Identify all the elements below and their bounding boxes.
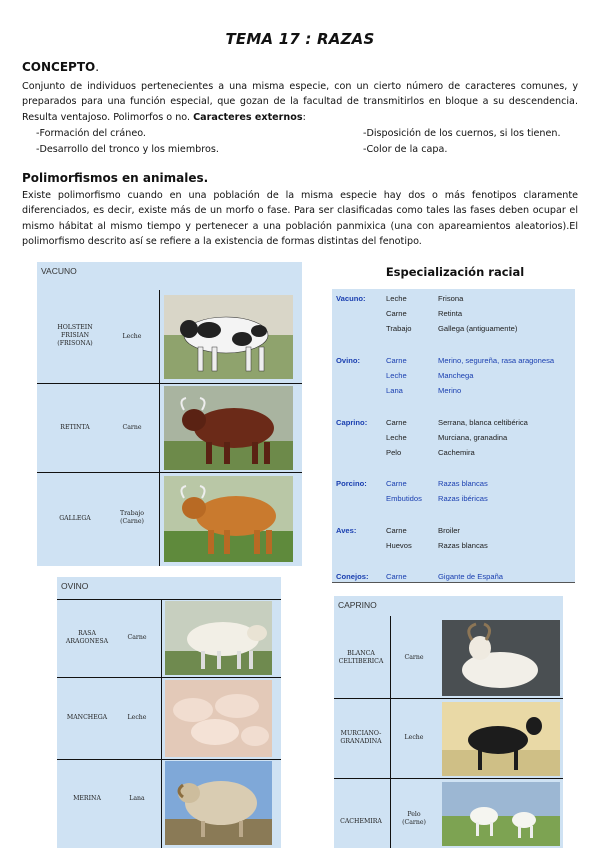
vacuno-divider (159, 290, 160, 566)
caprino-row-line (334, 778, 563, 779)
spec-breed: Manchega (438, 371, 474, 380)
murciano-granadina-photo (442, 702, 560, 776)
breed-merina: MERINA (73, 795, 101, 802)
concepto-text: Conjunto de individuos pertenecientes a una misma especie, con un cierto número de caracteres comunes, y preparados para una función especial, que gozan de la facultad de transmitirlos en bloque a su descendencia. Resulta ventajoso. Polimorfos o no. (22, 81, 578, 123)
caracteres-externos-label: Caracteres externos (193, 111, 303, 123)
bullet-capa: -Color de la capa. (363, 144, 448, 155)
especializacion-title: Especialización racial (385, 265, 525, 279)
concepto-colon: : (302, 111, 306, 123)
bullet-craneo: -Formación del cráneo. (36, 128, 146, 139)
spec-species-caprino: Caprino: (336, 418, 368, 427)
use-carne-ovino: Carne (127, 634, 147, 641)
use-carne-caprino: Carne (404, 654, 424, 661)
spec-breed: Razas blancas (438, 479, 488, 488)
concepto-paragraph (22, 79, 578, 125)
caprino-divider (390, 616, 391, 848)
gallega-photo (164, 476, 293, 562)
breed-gallega: GALLEGA (59, 515, 91, 522)
ovino-header: OVINO (61, 581, 89, 591)
use-pelo: Pelo (Carne) (402, 811, 426, 826)
spec-breed: Cachemira (438, 448, 475, 457)
spec-breed: Razas blancas (438, 541, 488, 550)
spec-breed: Broiler (438, 526, 460, 535)
vacuno-row-line (37, 383, 302, 384)
spec-use: Embutidos (386, 494, 422, 503)
sheep-flock-icon (165, 680, 272, 757)
use-carne: Carne (122, 424, 142, 431)
spec-breed: Merino, segureña, rasa aragonesa (438, 356, 555, 365)
vacuno-row-line (37, 472, 302, 473)
breed-manchega: MANCHEGA (66, 714, 108, 721)
spec-breed: Gallega (antiguamente) (438, 324, 518, 333)
spec-use: Trabajo (386, 324, 412, 333)
breed-blanca-celtiberica: BLANCA CELTIBERICA (338, 650, 384, 665)
use-trabajo: Trabajo (Carne) (119, 510, 145, 525)
polimorfismo-heading: Polimorfismos en animales. (22, 171, 209, 185)
gallega-cow-icon (164, 476, 293, 562)
retinta-bull-icon (164, 386, 293, 470)
use-leche-caprino: Leche (404, 734, 424, 741)
caprino-row-line (334, 698, 563, 699)
breed-holstein: HOLSTEIN FRISIAN (FRISONA) (57, 324, 93, 347)
concepto-heading (22, 60, 99, 74)
rasa-aragonesa-photo (165, 601, 272, 675)
spec-breed: Serrana, blanca celtibérica (438, 418, 528, 427)
spec-use: Lana (386, 386, 403, 395)
spec-breed: Razas ibéricas (438, 494, 488, 503)
spec-species-conejos: Conejos: (336, 572, 369, 581)
spec-use: Huevos (386, 541, 412, 550)
caprino-panel (334, 596, 563, 848)
white-goats-icon (442, 782, 560, 846)
breed-rasa-aragonesa: RASA ARAGONESA (65, 630, 109, 645)
spec-breed: Gigante de España (438, 572, 504, 581)
breed-cachemira: CACHEMIRA (340, 818, 382, 825)
concepto-heading-text: CONCEPTO (22, 60, 96, 74)
holstein-cow-icon (164, 295, 293, 379)
bullet-tronco: -Desarrollo del tronco y los miembros. (36, 144, 219, 155)
cachemira-photo (442, 782, 560, 846)
spec-breed: Frisona (438, 294, 464, 303)
ovino-divider (161, 599, 162, 848)
concepto-heading-dot: . (95, 60, 100, 74)
use-leche: Leche (122, 333, 142, 340)
manchega-photo (165, 680, 272, 757)
spec-use: Carne (386, 418, 407, 427)
spec-breed: Murciana, granadina (438, 433, 508, 442)
goat-icon (442, 620, 560, 696)
spec-breed: Merino (438, 386, 462, 395)
merina-photo (165, 761, 272, 845)
spec-use: Carne (386, 479, 407, 488)
vacuno-panel (37, 262, 302, 566)
ovino-row-line (57, 677, 281, 678)
spec-species-vacuno: Vacuno: (336, 294, 366, 303)
use-lana: Lana (129, 795, 145, 802)
ovino-row-line (57, 599, 281, 600)
spec-use: Leche (386, 294, 407, 303)
spec-use: Carne (386, 309, 407, 318)
bullet-cuernos: -Disposición de los cuernos, si los tienen. (363, 128, 561, 139)
spec-species-porcino: Porcino: (336, 479, 367, 488)
breed-retinta: RETINTA (60, 424, 90, 431)
merino-sheep-icon (165, 761, 272, 845)
ovino-row-line (57, 759, 281, 760)
spec-species-aves: Aves: (336, 526, 357, 535)
caprino-header: CAPRINO (338, 600, 377, 610)
ovino-panel (57, 577, 281, 848)
spec-use: Pelo (386, 448, 402, 457)
blanca-celtiberica-photo (442, 620, 560, 696)
polimorfismo-paragraph: Existe polimorfismo cuando en una población de la misma especie hay dos o más fenotipos claramente diferenciados, es decir, existe más de un morfo o fase. Para ser clasificadas como tales las fases deben ocupar el mismo hábitat al mismo tiempo y pertenecer a una población panmixica (una con apareamientos aleatorios).El polimorfismo descrito así se refiere a la existencia de formas distintas del fenotipo. (22, 190, 578, 248)
holstein-photo (164, 295, 293, 379)
spec-use: Carne (386, 526, 407, 535)
black-goat-icon (442, 702, 560, 776)
breed-murciano-granadina: MURCIANO-GRANADINA (340, 730, 382, 745)
spec-use: Carne (386, 572, 407, 581)
spec-use: Carne (386, 356, 407, 365)
spec-use: Leche (386, 433, 407, 442)
spec-use: Leche (386, 371, 407, 380)
page-title: TEMA 17 : RAZAS (225, 30, 375, 48)
retinta-photo (164, 386, 293, 470)
spec-species-ovino: Ovino: (336, 356, 361, 365)
use-leche-ovino: Leche (127, 714, 147, 721)
sheep-icon (165, 601, 272, 675)
spec-breed: Retinta (438, 309, 463, 318)
vacuno-header: VACUNO (41, 266, 77, 276)
